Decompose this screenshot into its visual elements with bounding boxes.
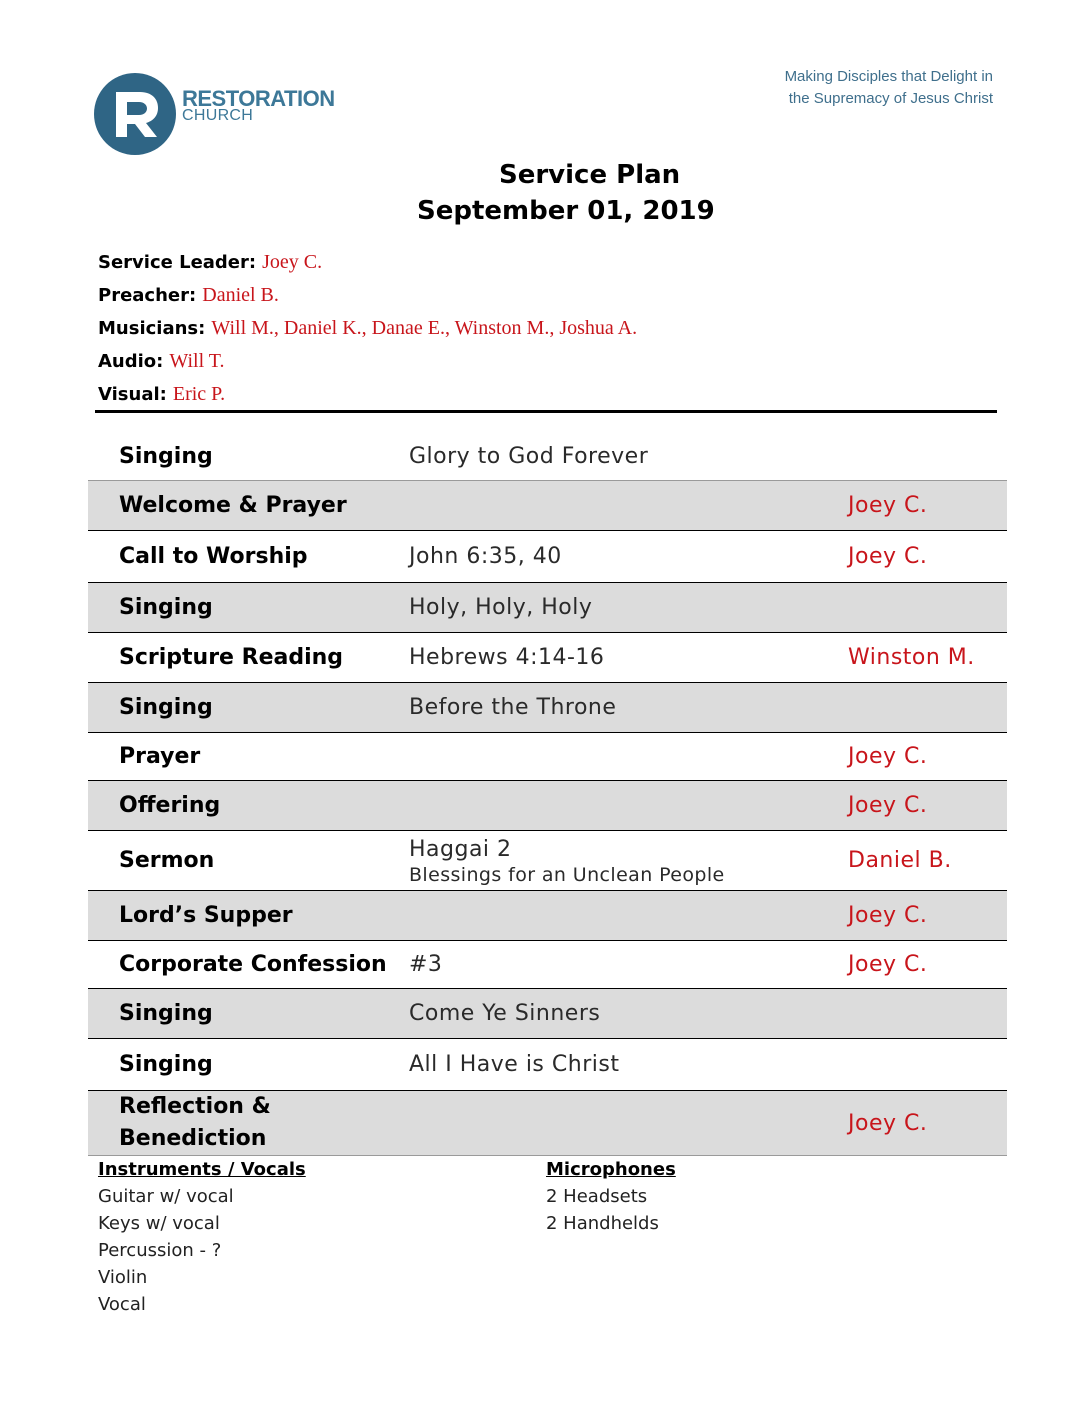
role-value: Joey C. [262,251,323,273]
list-item: Keys w/ vocal [98,1213,220,1234]
item-person: Joey C. [848,793,928,818]
page-title: Service Plan [499,160,681,190]
service-date: September 01, 2019 [417,196,715,226]
service-plan-table [88,433,1007,1156]
role-label: Audio: [98,351,164,372]
role-preacher [98,282,637,315]
item-person: Joey C. [848,544,928,569]
instruments-list [98,1156,306,1318]
tagline-line-1: Making Disciples that Delight in [784,68,993,85]
table-row [88,989,1007,1039]
church-logo [94,73,334,155]
item-name: Call to Worship [119,543,308,569]
item-detail: Hebrews 4:14-16 [409,644,605,670]
table-row [88,941,1007,989]
role-label: Visual: [98,384,167,405]
item-name: Welcome & Prayer [119,492,347,518]
item-detail: All I Have is Christ [409,1051,620,1077]
table-row [88,683,1007,733]
item-name: Scripture Reading [119,644,344,670]
table-row [88,831,1007,891]
table-row [88,1091,1007,1156]
role-value: Eric P. [172,383,226,405]
logo-name: RESTORATION [182,86,335,111]
header-divider [95,410,997,413]
item-detail: #3 [409,951,443,977]
item-detail-group [409,831,725,890]
instruments-heading: Instruments / Vocals [98,1159,306,1180]
list-item: Guitar w/ vocal [98,1186,234,1207]
table-row [88,481,1007,531]
item-name: Singing [119,443,213,469]
service-roles [98,249,637,414]
role-value: Daniel B. [202,284,279,306]
table-row [88,583,1007,633]
table-row [88,531,1007,583]
role-value: Will M., Daniel K., Danae E., Winston M., Joshua A. [211,317,638,339]
item-person: Joey C. [848,952,928,977]
item-person: Joey C. [848,493,928,518]
item-name: Singing [119,594,213,620]
table-row [88,433,1007,481]
item-person: Daniel B. [848,848,952,873]
item-name: Reflection & Benediction [119,1094,271,1151]
item-name: Singing [119,1051,213,1077]
item-detail: Haggai 2 [409,836,512,862]
item-person: Joey C. [848,903,928,928]
item-name: Singing [119,1000,213,1026]
list-item: Violin [98,1267,148,1288]
logo-mark-icon [94,73,176,155]
table-row [88,781,1007,831]
table-row [88,891,1007,941]
list-item: 2 Headsets [546,1186,648,1207]
item-detail: John 6:35, 40 [409,543,562,569]
item-name: Prayer [119,743,201,769]
item-name: Corporate Confession [119,951,387,977]
logo-subname: CHURCH [182,107,254,124]
item-detail: Before the Throne [409,694,617,720]
table-row [88,1039,1007,1091]
table-row [88,633,1007,683]
microphones-list [546,1156,676,1237]
role-label: Musicians: [98,318,206,339]
role-value: Will T. [169,350,225,372]
list-item: 2 Handhelds [546,1213,659,1234]
item-detail: Glory to God Forever [409,443,649,469]
item-detail-sub: Blessings for an Unclean People [409,863,725,886]
role-musicians [98,315,637,348]
item-detail: Come Ye Sinners [409,1000,601,1026]
item-person: Joey C. [848,1110,928,1136]
role-service-leader [98,249,637,282]
microphones-heading: Microphones [546,1159,676,1180]
item-name: Lord’s Supper [119,902,293,928]
role-label: Service Leader: [98,252,257,273]
item-name: Offering [119,792,221,818]
item-person: Joey C. [848,744,928,769]
role-audio [98,348,637,381]
item-detail: Holy, Holy, Holy [409,594,593,620]
item-name: Singing [119,694,213,720]
item-person: Winston M. [848,645,975,670]
church-tagline [673,66,993,110]
list-item: Percussion - ? [98,1240,222,1261]
table-row [88,733,1007,781]
role-label: Preacher: [98,285,197,306]
list-item: Vocal [98,1294,146,1315]
tagline-line-2: the Supremacy of Jesus Christ [788,90,993,107]
item-name: Sermon [119,847,215,873]
